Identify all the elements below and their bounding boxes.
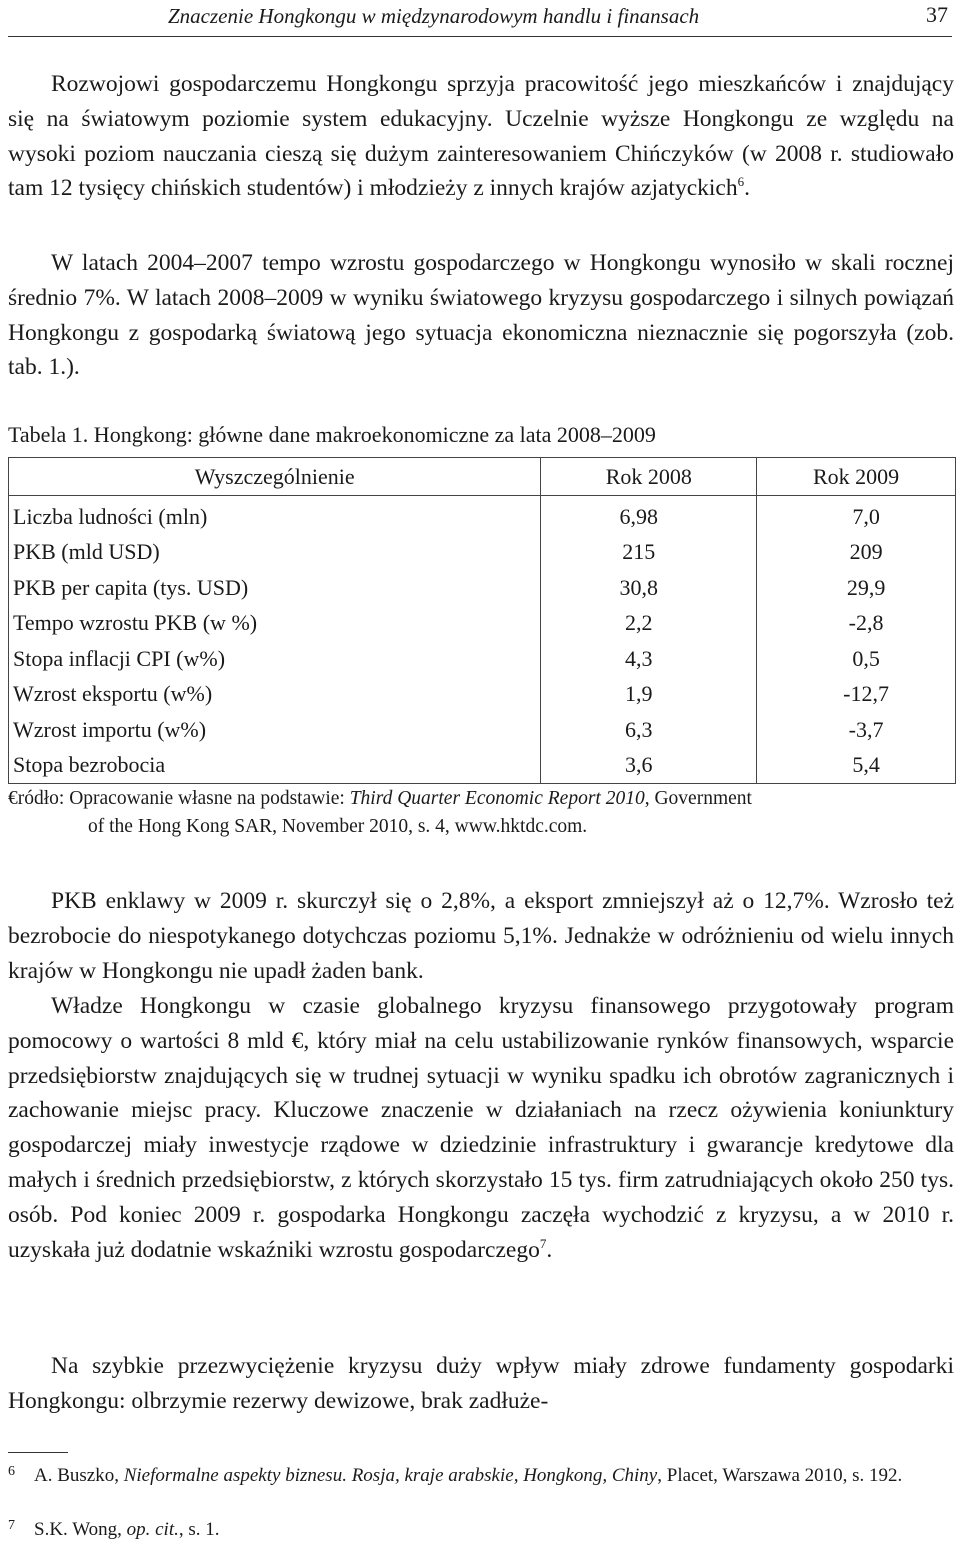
value-2009: 29,9	[757, 570, 956, 606]
value-2008: 30,8	[541, 570, 757, 606]
macro-data-table	[8, 457, 956, 784]
value-2008: 4,3	[541, 641, 757, 677]
table-row	[9, 748, 956, 784]
table-header-row	[9, 458, 956, 496]
value-2009: 7,0	[757, 496, 956, 535]
paragraph-3	[8, 884, 954, 988]
row-label: Wzrost importu (w%)	[9, 712, 541, 748]
footnote-6: 6 A. Buszko, Nieformalne aspekty biznesu. Rosja, kraje arabskie, Hongkong, Chiny, Placet, Warszawa 2010, s. 192.	[8, 1462, 954, 1489]
paragraph-4-text: Władze Hongkongu w czasie globalnego kryzysu finansowego przygotowały program pomocowy o wartości 8 mld €, który miał na celu ustabilizowanie rynków finansowych, wsparcie przedsiębiorstw znajdujących się w trudnej sytuacji w wyniku spadku ich obrotów zagranicznych i zachowanie miejsc pracy. Kluczowe znaczenie w działaniach na rzecz ożywienia koniunktury gospodarczej miały inwestycje rządowe w dziedzinie infrastruktury i gwarancje kredytowe dla małych i średnich przedsiębiorstw, z których skorzystało 15 tys. firm zatrudniających około 250 tys. osób. Pod koniec 2009 r. gospodarka Hongkongu zaczęła wychodzić z kryzysu, a w 2010 r. uzyskała już dodatnie wskaźniki wzrostu gospodarczego	[8, 993, 954, 1263]
source-report-title: Third Quarter Economic Report 2010	[349, 788, 645, 809]
table-source-note: €ródło: Opracowanie własne na podstawie: Third Quarter Economic Report 2010, Government of the Hong Kong SAR, November 2010, s. 4, www.hktdc.com.	[8, 788, 752, 837]
value-2009: -12,7	[757, 677, 956, 713]
footnote-mark: 6	[8, 1464, 15, 1479]
paragraph-1: Rozwojowi gospodarczemu Hongkongu sprzyja pracowitość jego mieszkańców i znajdujący się na światowym poziomie system edukacyjny. Uczelnie wyższe Hongkongu ze względu na wysoki poziom nauczania cieszą się dużym zainteresowaniem Chińczyków (w 2008 r. studiowało tam 12 tysięcy chińskich studentów) i młodzieży z innych krajów azjatyckich$^6$.	[8, 71, 954, 202]
running-header	[8, 0, 952, 37]
value-2008: 215	[541, 535, 757, 571]
footnote-7: 7 S.K. Wong, op. cit., s. 1.	[8, 1516, 954, 1543]
row-label: Wzrost eksportu (w%)	[9, 677, 541, 713]
paragraph-2	[8, 246, 954, 385]
paragraph-5-text: Na szybkie przezwyciężenie kryzysu duży wpływ miały zdrowe fundamenty gospodarki Hongkongu: olbrzymie rezerwy dewizowe, brak zadłuże-	[8, 1353, 954, 1414]
column-header-2009: Rok 2009	[757, 458, 956, 496]
table-row	[9, 496, 956, 535]
row-label: Stopa bezrobocia	[9, 748, 541, 784]
table-row	[9, 712, 956, 748]
paragraph-3-text: PKB enklawy w 2009 r. skurczył się o 2,8%, a eksport zmniejszył aż o 12,7%. Wzrosło też bezrobocie do niespotykanego dotychczas poziomu 5,1%. Jednakże w odróżnieniu od wielu innych krajów w Hongkongu nie upadł żaden bank.	[8, 888, 954, 984]
table-row	[9, 535, 956, 571]
row-label: Stopa inflacji CPI (w%)	[9, 641, 541, 677]
table-row	[9, 570, 956, 606]
row-label: Tempo wzrostu PKB (w %)	[9, 606, 541, 642]
row-label: PKB per capita (tys. USD)	[9, 570, 541, 606]
value-2008: 3,6	[541, 748, 757, 784]
paragraph-1-text: Rozwojowi gospodarczemu Hongkongu sprzyja pracowitość jego mieszkańców i znajdujący się na światowym poziomie system edukacyjny. Uczelnie wyższe Hongkongu ze względu na wysoki poziom nauczania cieszą się dużym zainteresowaniem Chińczyków (w 2008 r. studiowało tam 12 tysięcy chińskich studentów) i młodzieży z innych krajów azjatyckich	[8, 71, 954, 202]
value-2008: 2,2	[541, 606, 757, 642]
table-row	[9, 677, 956, 713]
value-2008: 6,98	[541, 496, 757, 535]
value-2008: 1,9	[541, 677, 757, 713]
value-2008: 6,3	[541, 712, 757, 748]
value-2009: 209	[757, 535, 956, 571]
paragraph-5	[8, 1349, 954, 1419]
table-row	[9, 641, 956, 677]
value-2009: 5,4	[757, 748, 956, 784]
value-2009: -2,8	[757, 606, 956, 642]
paragraph-2-text: W latach 2004–2007 tempo wzrostu gospodarczego w Hongkongu wynosiło w skali rocznej średnio 7%. W latach 2008–2009 w wyniku światowego kryzysu gospodarczego i silnych powiązań Hongkongu z gospodarką światową jego sytuacja ekonomiczna nieznacznie się pogorszyła (zob. tab. 1.).	[8, 250, 954, 381]
value-2009: -3,7	[757, 712, 956, 748]
footnote-ref-6[interactable]: 6	[737, 174, 745, 190]
footnote-mark: 7	[8, 1518, 15, 1533]
page-number: 37	[926, 2, 948, 27]
value-2009: 0,5	[757, 641, 956, 677]
paragraph-4: Władze Hongkongu w czasie globalnego kryzysu finansowego przygotowały program pomocowy o wartości 8 mld €, który miał na celu ustabilizowanie rynków finansowych, wsparcie przedsiębiorstw znajdujących się w trudnej sytuacji w wyniku spadku ich obrotów zagranicznych i zachowanie miejsc pracy. Kluczowe znaczenie w działaniach na rzecz ożywienia koniunktury gospodarczej miały inwestycje rządowe w dziedzinie infrastruktury i gwarancje kredytowe dla małych i średnich przedsiębiorstw, z których skorzystało 15 tys. firm zatrudniających około 250 tys. osób. Pod koniec 2009 r. gospodarka Hongkongu zaczęła wychodzić z kryzysu, a w 2010 r. uzyskała już dodatnie wskaźniki wzrostu gospodarczego$^7$.	[8, 993, 954, 1263]
table-caption: Tabela 1. Hongkong: główne dane makroekonomiczne za lata 2008–2009	[8, 422, 656, 447]
table-row	[9, 606, 956, 642]
column-header-2008: Rok 2008	[541, 458, 757, 496]
footnote-ref-7[interactable]: 7	[539, 1235, 547, 1251]
row-label: Liczba ludności (mln)	[9, 496, 541, 535]
column-header-item: Wyszczególnienie	[9, 458, 541, 496]
row-label: PKB (mld USD)	[9, 535, 541, 571]
footnote-divider	[8, 1452, 68, 1453]
running-title: Znaczenie Hongkongu w międzynarodowym handlu i finansach	[168, 4, 700, 28]
